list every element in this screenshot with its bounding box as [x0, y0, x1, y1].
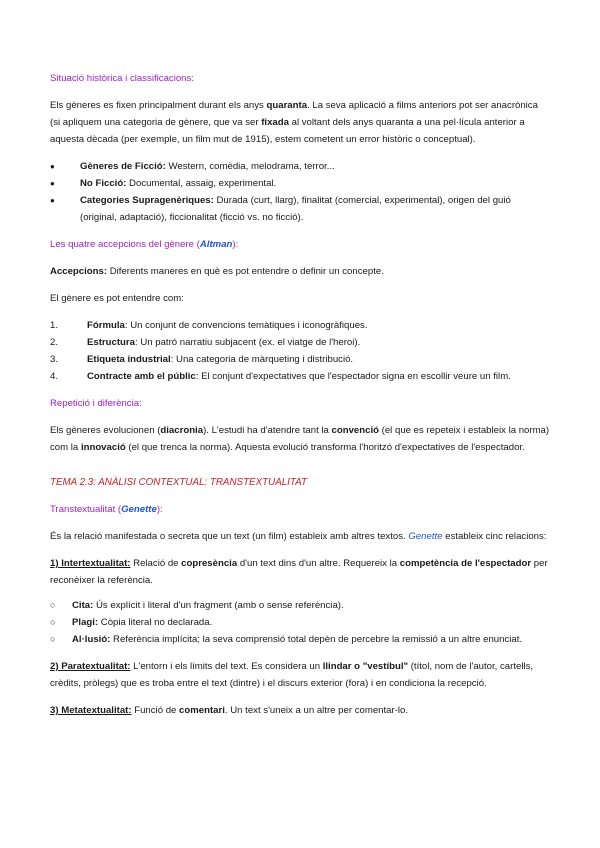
- bullet-list-genres: [50, 158, 550, 226]
- numbered-list-accepcions: [50, 317, 550, 385]
- section-heading-transtextuality: Transtextualitat (Genette):: [50, 504, 163, 515]
- intro-text: El gènere es pot entendre com:: [50, 293, 184, 304]
- circle-list-intertextuality: [50, 597, 550, 648]
- list-item: 2. Estructura: Un patró narratiu subjacent (ex. el viatge de l'heroi).: [50, 337, 361, 348]
- section-heading-history: Situació històrica i classificacions:: [50, 73, 194, 84]
- list-item: ● Categories Supragenèriques: Durada (curt, llarg), finalitat (comercial, experimental), origen del guió (original, adaptació), ficcionalitat (ficció vs. no ficció).: [50, 192, 550, 226]
- section-heading-repetition: Repetició i diferència:: [50, 398, 142, 409]
- paragraph-intertextuality: 1) Intertextualitat: Relació de copresència d'un text dins d'un altre. Requereix la competència de l'espectador per reconèixer la referència.: [50, 558, 548, 586]
- list-item: ○ Plagi: Còpia literal no declarada.: [50, 614, 550, 631]
- paragraph-transtextuality: És la relació manifestada o secreta que un text (un film) estableix amb altres textos. Genette estableix cinc relacions:: [50, 531, 547, 542]
- list-item: ● No Ficció: Documental, assaig, experimental.: [50, 175, 550, 192]
- paragraph-paratextuality: 2) Paratextualitat: L'entorn i els límits del text. Es considera un llindar o "vestíbul" (títol, nom de l'autor, cartells, crèdits, pròlegs) que es troba entre el text (dintre) i el discurs exterior (fora) i en condiciona la recepció.: [50, 661, 534, 689]
- paragraph-metatextuality: 3) Metatextualitat: Funció de comentari. Un text s'uneix a un altre per comentar-lo.: [50, 705, 409, 716]
- list-item: 1. Fórmula: Un conjunt de convencions temàtiques i iconogràfiques.: [50, 320, 368, 331]
- list-item: ○ Al·lusió: Referència implícita; la seva comprensió total depèn de percebre la remissió a un altre enunciat.: [50, 631, 550, 648]
- section-heading-altman: Les quatre accepcions del gènere (Altman):: [50, 239, 239, 250]
- definition-accepcions: Accepcions: Diferents maneres en què es pot entendre o definir un concepte.: [50, 266, 384, 277]
- list-item: 4. Contracte amb el públic: El conjunt d'expectatives que l'espectador signa en escollir veure un film.: [50, 371, 511, 382]
- list-item: 3. Etiqueta industrial: Una categoria de màrqueting i distribució.: [50, 354, 354, 365]
- paragraph-repetition: Els gèneres evolucionen (diacronia). L'estudi ha d'atendre tant la convenció (el que es repeteix i estableix la norma) com la innovació (el que trenca la norma). Aquesta evolució transforma l'horitzó d'expectatives de l'espectador.: [50, 425, 550, 453]
- paragraph-history: Els gèneres es fixen principalment durant els anys quaranta. La seva aplicació a films anteriors pot ser anacrònica (si apliquem una categoria de gènere, que va ser fixada al voltant dels anys quaranta a una pel·lícula anterior a aquesta dècada (per exemple, un film mut de 1915), estem cometent un error històric o conceptual).: [50, 100, 538, 145]
- document-page: [50, 70, 550, 719]
- list-item: ● Gèneres de Ficció: Western, comèdia, melodrama, terror...: [50, 158, 550, 175]
- list-item: ○ Cita: Ús explícit i literal d'un fragment (amb o sense referència).: [50, 597, 550, 614]
- topic-title: TEMA 2.3: ANÀLISI CONTEXTUAL: TRANSTEXTUALITAT: [50, 477, 307, 488]
